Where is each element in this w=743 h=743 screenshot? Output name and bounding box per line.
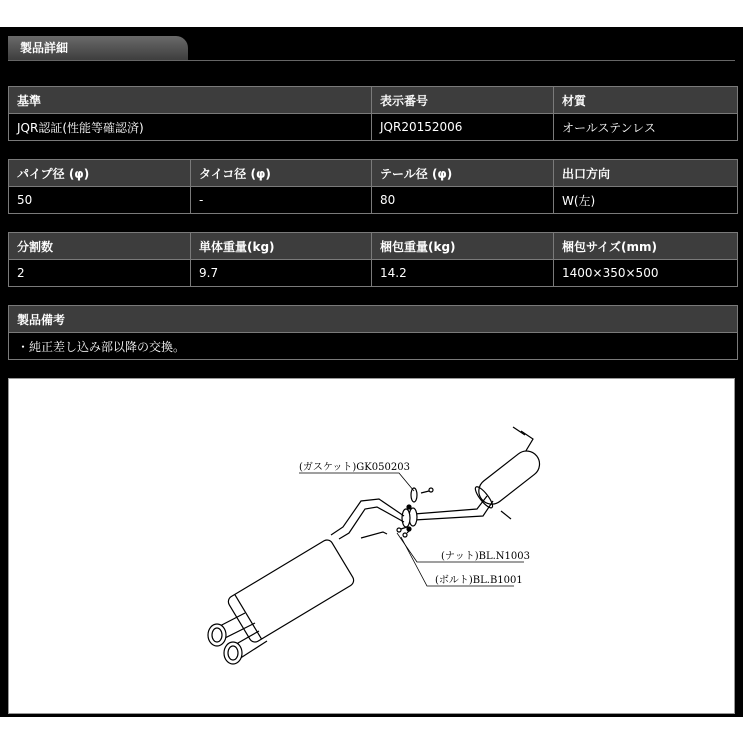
section-title: 製品詳細: [8, 36, 188, 60]
header-packed-weight: 梱包重量(kg): [372, 233, 554, 260]
header-standard: 基準: [9, 87, 372, 114]
over-axle-pipe: [331, 499, 404, 535]
value-silencer-diameter: -: [191, 187, 372, 214]
gasket-callout: (ガスケット)GK050203: [299, 462, 410, 473]
spec-table-certification: [8, 86, 738, 141]
spec-table-dimensions: [8, 159, 738, 214]
header-package-size: 梱包サイズ(mm): [554, 233, 738, 260]
header-tail-diameter: テール径 (φ): [372, 160, 554, 187]
value-display-number: JQR20152006: [372, 114, 554, 141]
nut-callout: (ナット)BL.N1003: [441, 551, 530, 562]
exhaust-diagram: [8, 378, 735, 714]
hanger-bracket: [501, 511, 511, 519]
header-material: 材質: [554, 87, 738, 114]
value-standard: JQR認証(性能等確認済): [9, 114, 372, 141]
value-unit-weight: 9.7: [191, 260, 372, 287]
section-divider: [8, 60, 735, 61]
notes-header: 製品備考: [9, 306, 738, 333]
header-silencer-diameter: タイコ径 (φ): [191, 160, 372, 187]
header-exit-direction: 出口方向: [554, 160, 738, 187]
value-exit-direction: W(左): [554, 187, 738, 214]
header-display-number: 表示番号: [372, 87, 554, 114]
flange-joint: [402, 505, 417, 531]
spec-table-weight: [8, 232, 738, 287]
value-tail-diameter: 80: [372, 187, 554, 214]
header-unit-weight: 単体重量(kg): [191, 233, 372, 260]
value-pipe-diameter: 50: [9, 187, 191, 214]
exhaust-illustration: [9, 379, 736, 715]
header-split-count: 分割数: [9, 233, 191, 260]
value-package-size: 1400×350×500: [554, 260, 738, 287]
bolt-callout: (ボルト)BL.B1001: [435, 575, 523, 586]
notes-table: [8, 305, 738, 360]
header-pipe-diameter: パイプ径 (φ): [9, 160, 191, 187]
value-material: オールステンレス: [554, 114, 738, 141]
value-packed-weight: 14.2: [372, 260, 554, 287]
product-detail-panel: [0, 27, 743, 717]
value-split-count: 2: [9, 260, 191, 287]
notes-text: ・純正差し込み部以降の交換。: [9, 333, 738, 360]
